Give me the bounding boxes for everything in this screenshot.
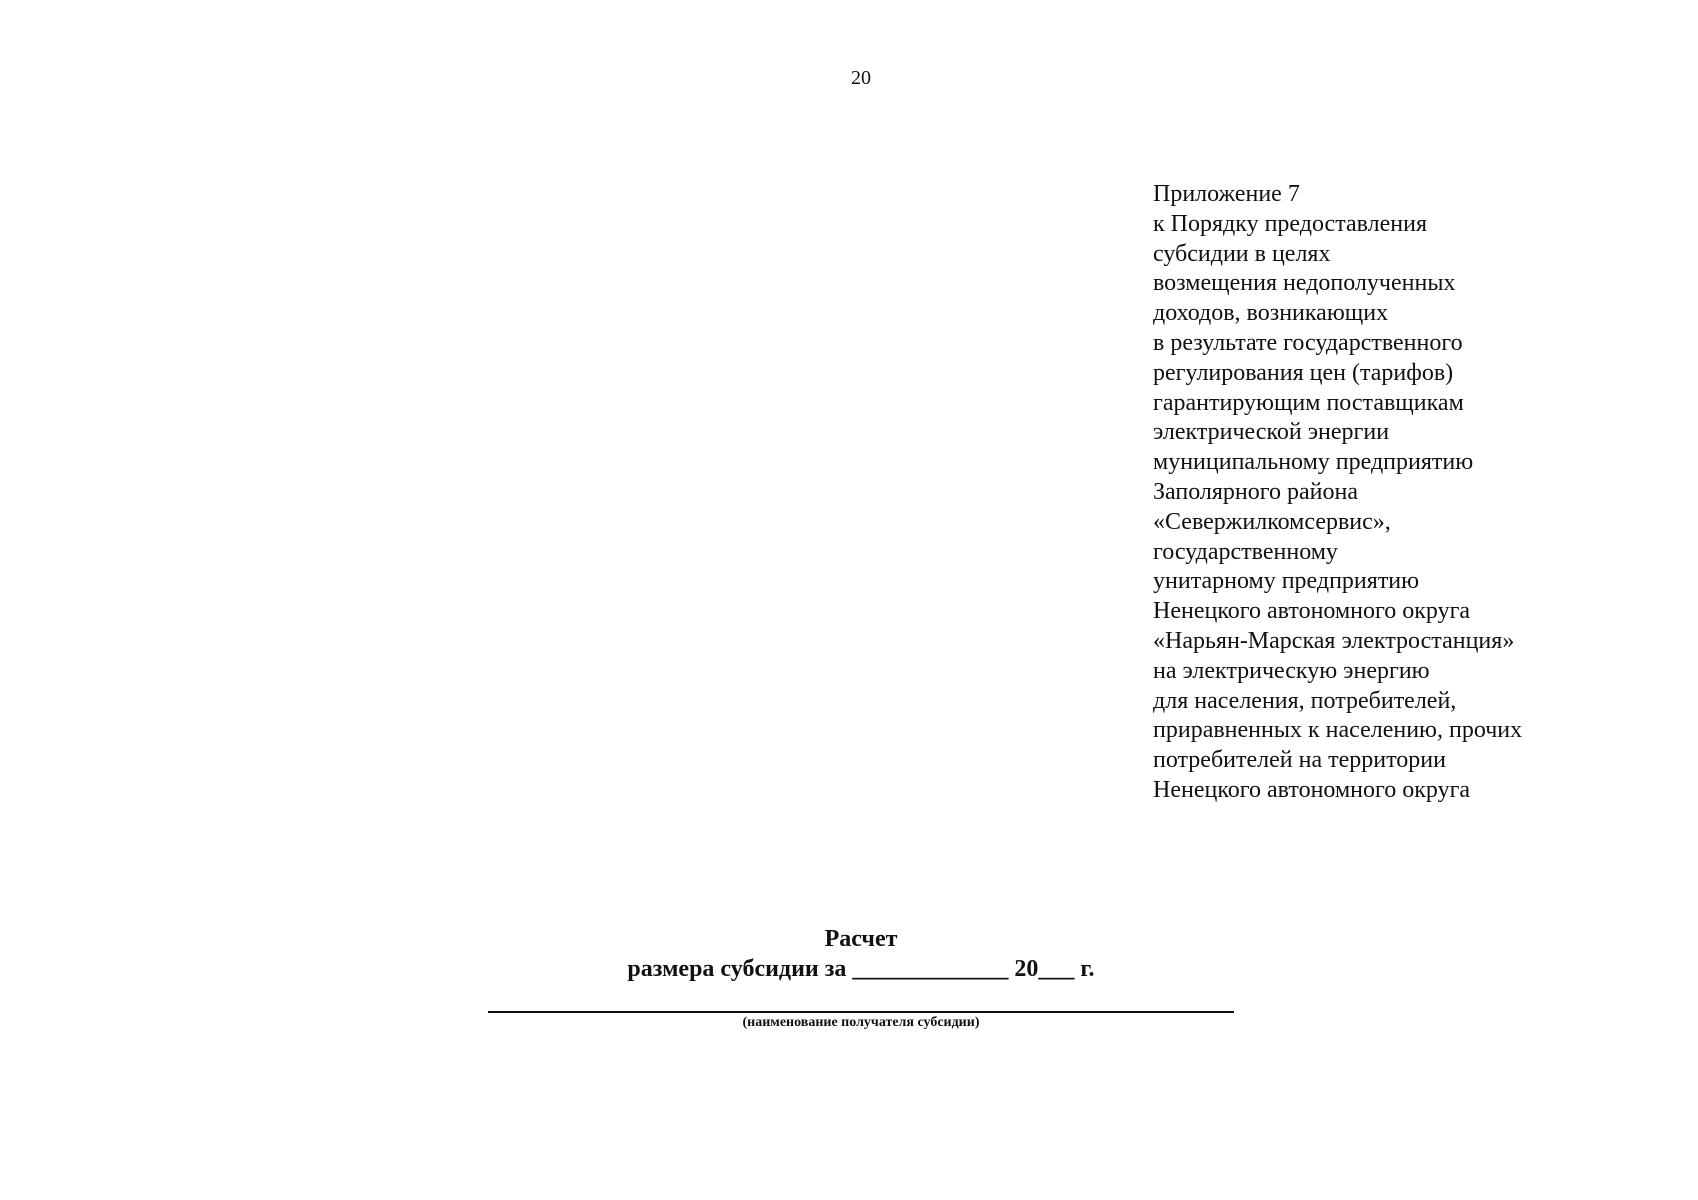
page-number <box>0 66 1698 90</box>
annex-line: возмещения недополученных <box>1153 270 1456 297</box>
annex-line: для населения, потребителей, <box>1153 687 1457 714</box>
annex-line: Приложение 7 <box>1153 181 1300 207</box>
annex-line: электрической энергии <box>1153 419 1390 446</box>
annex-line: гарантирующим поставщикам <box>1153 389 1464 416</box>
calculation-title: Расчет <box>824 926 898 952</box>
annex-line: унитарному предприятию <box>1153 568 1420 595</box>
annex-line: приравненных к населению, прочих <box>1153 717 1523 744</box>
annex-line: «Нарьян-Марская электростанция» <box>1153 627 1515 654</box>
calculation-heading <box>0 924 1698 984</box>
annex-line: на электрическую энергию <box>1153 657 1430 684</box>
recipient-caption: (наименование получателя субсидии) <box>742 1015 980 1030</box>
annex-line: «Севержилкомсервис», <box>1153 508 1391 535</box>
annex-line: субсидии в целях <box>1153 240 1331 267</box>
annex-line: регулирования цен (тарифов) <box>1153 359 1454 386</box>
page-number-text: 20 <box>851 67 871 89</box>
recipient-name-line <box>488 1011 1234 1013</box>
annex-line: муниципальному предприятию <box>1153 449 1474 476</box>
annex-line: Заполярного района <box>1153 478 1358 505</box>
annex-line: Ненецкого автономного округа <box>1153 776 1471 803</box>
annex-line: Ненецкого автономного округа <box>1153 598 1471 625</box>
calculation-subtitle: размера субсидии за _____________ 20___ г. <box>627 956 1095 982</box>
annex-header <box>1153 180 1673 806</box>
annex-line: к Порядку предоставления <box>1153 210 1428 237</box>
annex-line: в результате государственного <box>1153 329 1463 356</box>
annex-line: потребителей на территории <box>1153 747 1446 774</box>
annex-line: доходов, возникающих <box>1153 300 1389 327</box>
annex-line: государственному <box>1153 538 1338 565</box>
